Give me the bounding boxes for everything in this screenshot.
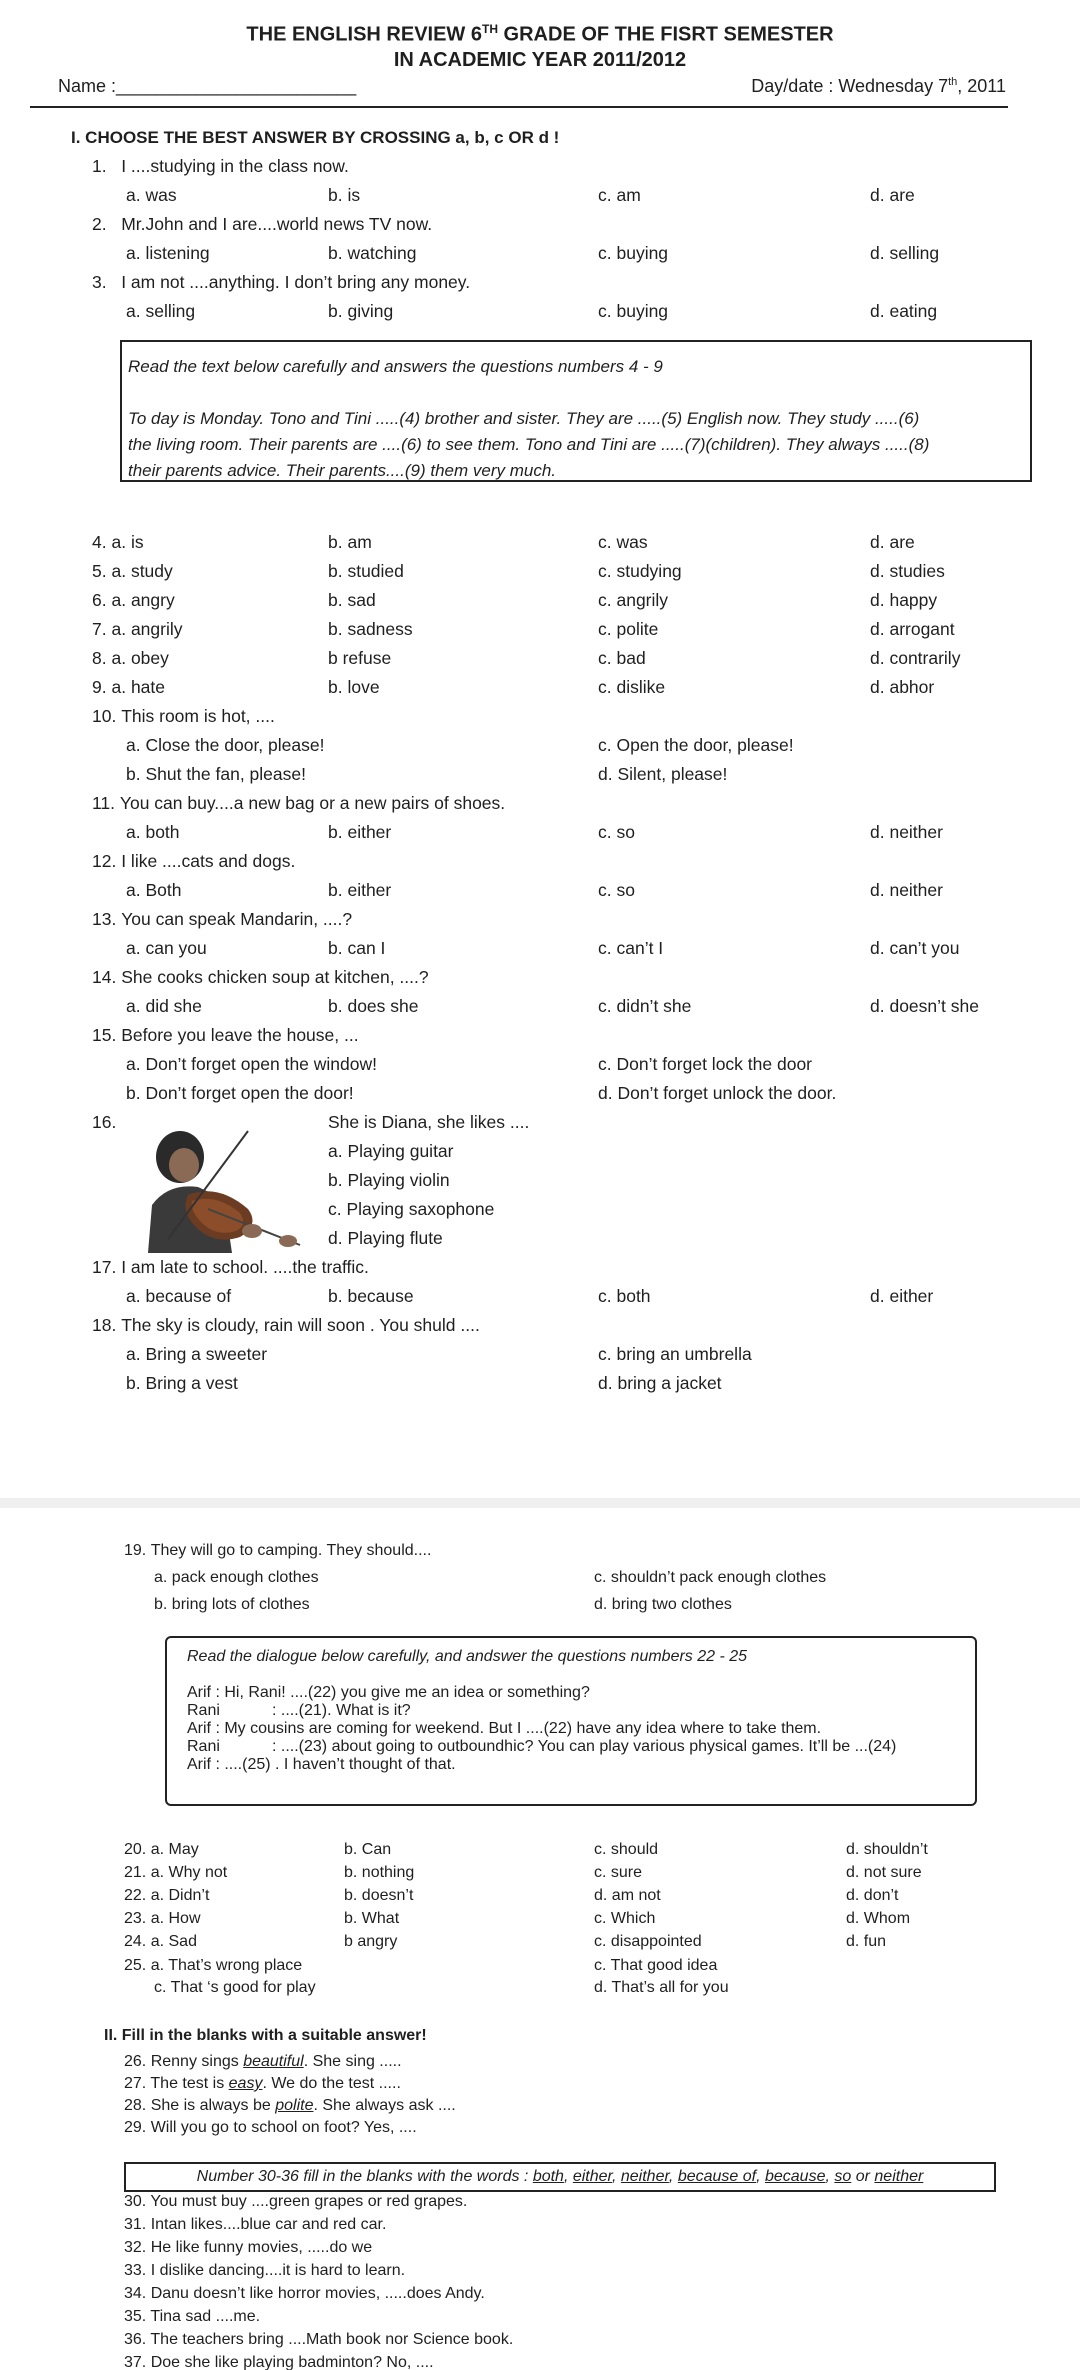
short-q7-option: d. arrogant	[870, 619, 955, 639]
question-12: 12. I like ....cats and dogs.	[92, 851, 296, 871]
question-11: 11. You can buy....a new bag or a new pairs of shoes.	[92, 793, 506, 813]
q2-option-b: b. watching	[328, 243, 417, 263]
page-two	[0, 1508, 1080, 2370]
q14-option-d: d. doesn’t she	[870, 996, 979, 1016]
q25-option-d: d. That’s all for you	[594, 1979, 729, 1996]
short-q8-option: d. contrarily	[870, 648, 961, 668]
fill-question-33: 33. I dislike dancing....it is hard to learn.	[124, 2262, 406, 2279]
short-question-4: 4. a. is	[92, 532, 144, 552]
short-question-5: 5. a. study	[92, 561, 173, 581]
name-field: Name :________________________	[58, 76, 357, 96]
question-16: She is Diana, she likes ....	[328, 1112, 530, 1132]
question-18: 18. The sky is cloudy, rain will soon . You shuld ....	[92, 1315, 480, 1335]
fill-question-36: 36. The teachers bring ....Math book nor Science book.	[124, 2331, 514, 2348]
reading-line: the living room. Their parents are ....(6) to see them. Tono and Tini are .....(7)(children). They always .....(8)	[128, 435, 930, 454]
question-3: 3. I am not ....anything. I don’t bring any money.	[92, 272, 471, 292]
q2-option-c: c. buying	[598, 243, 669, 263]
dialogue-question-22: 22. a. Didn’t	[124, 1887, 210, 1904]
q16-option-a: a. Playing guitar	[328, 1141, 454, 1161]
q13-option-d: d. can’t you	[870, 938, 960, 958]
fill-question-28: 28. She is always be polite. She always ask ....	[124, 2097, 456, 2114]
q16-option-c: c. Playing saxophone	[328, 1199, 495, 1219]
short-q6-option: c. angrily	[598, 590, 669, 610]
dialogue-line: Arif : My cousins are coming for weekend. But I ....(22) have any idea where to take them.	[187, 1720, 822, 1737]
q10-option-c: c. Open the door, please!	[598, 735, 794, 755]
fill-question-29: 29. Will you go to school on foot? Yes, ....	[124, 2119, 417, 2136]
fill-question-30: 30. You must buy ....green grapes or red grapes.	[124, 2193, 468, 2210]
q17-option-a: a. because of	[126, 1286, 232, 1306]
dialogue-q22-option: d. am not	[594, 1887, 661, 1904]
q1-option-a: a. was	[126, 185, 177, 205]
q12-option-c: c. so	[598, 880, 635, 900]
q15-option-c: c. Don’t forget lock the door	[598, 1054, 812, 1074]
dialogue-q21-option: c. sure	[594, 1864, 643, 1881]
fill-question-26: 26. Renny sings beautiful. She sing .....	[124, 2053, 402, 2070]
reading-line: To day is Monday. Tono and Tini .....(4) brother and sister. They are .....(5) English now. They study .....(6)	[128, 409, 920, 428]
q3-option-c: c. buying	[598, 301, 669, 321]
q10-option-d: d. Silent, please!	[598, 764, 728, 784]
q18-option-b: b. Bring a vest	[126, 1373, 238, 1393]
q16-option-b: b. Playing violin	[328, 1170, 450, 1190]
document-subtitle: IN ACADEMIC YEAR 2011/2012	[393, 49, 687, 71]
q11-option-b: b. either	[328, 822, 392, 842]
q2-option-d: d. selling	[870, 243, 940, 263]
q17-option-b: b. because	[328, 1286, 414, 1306]
q17-option-c: c. both	[598, 1286, 651, 1306]
q13-option-a: a. can you	[126, 938, 207, 958]
dialogue-instruction: Read the dialogue below carefully, and andswer the questions numbers 22 - 25	[187, 1648, 748, 1665]
q11-option-d: d. neither	[870, 822, 943, 842]
q1-option-b: b. is	[328, 185, 361, 205]
dialogue-line: Rani : ....(21). What is it?	[187, 1702, 411, 1719]
q3-option-b: b. giving	[328, 301, 394, 321]
q12-option-a: a. Both	[126, 880, 182, 900]
q19-option-c: c. shouldn’t pack enough clothes	[594, 1569, 827, 1586]
dialogue-question-21: 21. a. Why not	[124, 1864, 228, 1881]
q19-option-b: b. bring lots of clothes	[154, 1596, 310, 1613]
date-field: Day/date : Wednesday 7th, 2011	[751, 76, 1006, 96]
short-q4-option: c. was	[598, 532, 648, 552]
q18-option-a: a. Bring a sweeter	[126, 1344, 268, 1364]
violinist-photo	[128, 1113, 304, 1253]
question-1: 1. I ....studying in the class now.	[92, 156, 349, 176]
q12-option-d: d. neither	[870, 880, 943, 900]
q18-option-c: c. bring an umbrella	[598, 1344, 752, 1364]
short-question-7: 7. a. angrily	[92, 619, 183, 639]
short-q5-option: c. studying	[598, 561, 682, 581]
word-bank-box: Number 30-36 fill in the blanks with the words : both, either, neither, because of, because, so or neither	[124, 2162, 996, 2192]
reading-line: their parents advice. Their parents....(9) them very much.	[128, 461, 557, 480]
question-19: 19. They will go to camping. They should....	[124, 1542, 432, 1559]
short-q9-option: b. love	[328, 677, 380, 697]
short-question-9: 9. a. hate	[92, 677, 166, 697]
q19-option-a: a. pack enough clothes	[154, 1569, 319, 1586]
q15-option-b: b. Don’t forget open the door!	[126, 1083, 354, 1103]
short-q4-option: d. are	[870, 532, 915, 552]
short-q5-option: b. studied	[328, 561, 404, 581]
q11-option-a: a. both	[126, 822, 180, 842]
dialogue-q22-option: d. don’t	[846, 1887, 899, 1904]
short-q4-option: b. am	[328, 532, 372, 552]
dialogue-q23-option: d. Whom	[846, 1910, 911, 1927]
dialogue-q24-option: b angry	[344, 1933, 398, 1950]
q14-option-b: b. does she	[328, 996, 419, 1016]
q15-option-d: d. Don’t forget unlock the door.	[598, 1083, 837, 1103]
document-title: THE ENGLISH REVIEW 6TH GRADE OF THE FISRT SEMESTER	[246, 22, 834, 46]
dialogue-q23-option: b. What	[344, 1910, 400, 1927]
question-15: 15. Before you leave the house, ...	[92, 1025, 359, 1045]
dialogue-q21-option: b. nothing	[344, 1864, 415, 1881]
dialogue-q21-option: d. not sure	[846, 1864, 922, 1881]
section-two-title: II. Fill in the blanks with a suitable answer!	[104, 2027, 427, 2044]
q11-option-c: c. so	[598, 822, 635, 842]
section-one-title: I. CHOOSE THE BEST ANSWER BY CROSSING a, b, c OR d !	[71, 128, 560, 147]
fill-question-32: 32. He like funny movies, .....do we	[124, 2239, 373, 2256]
reading-instruction: Read the text below carefully and answers the questions numbers 4 - 9	[128, 357, 663, 376]
q13-option-c: c. can’t I	[598, 938, 664, 958]
dialogue-q20-option: c. should	[594, 1841, 659, 1858]
dialogue-line: Rani : ....(23) about going to outboundhic? You can play various physical games. It’ll be ...(24)	[187, 1738, 897, 1755]
question-2: 2. Mr.John and I are....world news TV now.	[92, 214, 433, 234]
dialogue-line: Arif : Hi, Rani! ....(22) you give me an idea or something?	[187, 1684, 590, 1701]
q13-option-b: b. can I	[328, 938, 386, 958]
short-q9-option: c. dislike	[598, 677, 666, 697]
short-q5-option: d. studies	[870, 561, 945, 581]
q12-option-b: b. either	[328, 880, 392, 900]
dialogue-box	[165, 1636, 977, 1806]
short-q6-option: b. sad	[328, 590, 376, 610]
q3-option-a: a. selling	[126, 301, 196, 321]
question-25: 25. a. That’s wrong place	[124, 1957, 303, 1974]
question-16-number: 16.	[92, 1112, 117, 1132]
q14-option-c: c. didn’t she	[598, 996, 692, 1016]
q15-option-a: a. Don’t forget open the window!	[126, 1054, 377, 1074]
short-q6-option: d. happy	[870, 590, 938, 610]
fill-question-31: 31. Intan likes....blue car and red car.	[124, 2216, 387, 2233]
fill-question-35: 35. Tina sad ....me.	[124, 2308, 261, 2325]
short-q8-option: b refuse	[328, 648, 392, 668]
dialogue-q22-option: b. doesn’t	[344, 1887, 414, 1904]
q18-option-d: d. bring a jacket	[598, 1373, 722, 1393]
q10-option-a: a. Close the door, please!	[126, 735, 325, 755]
q10-option-b: b. Shut the fan, please!	[126, 764, 306, 784]
header-divider	[30, 106, 1008, 108]
fill-question-37: 37. Doe she like playing badminton? No, ....	[124, 2354, 434, 2370]
dialogue-q23-option: c. Which	[594, 1910, 656, 1927]
question-14: 14. She cooks chicken soup at kitchen, ....?	[92, 967, 429, 987]
fill-question-27: 27. The test is easy. We do the test .....	[124, 2075, 401, 2092]
short-q9-option: d. abhor	[870, 677, 935, 697]
dialogue-question-23: 23. a. How	[124, 1910, 201, 1927]
reading-passage-box	[120, 340, 1032, 482]
q1-option-c: c. am	[598, 185, 641, 205]
q25-option-c: c. That good idea	[594, 1957, 718, 1974]
q25-option-c2: c. That ‘s good for play	[154, 1979, 316, 1996]
q3-option-d: d. eating	[870, 301, 938, 321]
short-question-6: 6. a. angry	[92, 590, 175, 610]
question-17: 17. I am late to school. ....the traffic.	[92, 1257, 369, 1277]
dialogue-q24-option: d. fun	[846, 1933, 887, 1950]
dialogue-question-24: 24. a. Sad	[124, 1933, 197, 1950]
q1-option-d: d. are	[870, 185, 915, 205]
short-q8-option: c. bad	[598, 648, 646, 668]
short-question-8: 8. a. obey	[92, 648, 169, 668]
q19-option-d: d. bring two clothes	[594, 1596, 732, 1613]
q16-option-d: d. Playing flute	[328, 1228, 443, 1248]
dialogue-line: Arif : ....(25) . I haven’t thought of that.	[187, 1756, 456, 1773]
dialogue-q20-option: d. shouldn’t	[846, 1841, 928, 1858]
short-q7-option: c. polite	[598, 619, 659, 639]
dialogue-q24-option: c. disappointed	[594, 1933, 702, 1950]
short-q7-option: b. sadness	[328, 619, 413, 639]
q17-option-d: d. either	[870, 1286, 934, 1306]
fill-question-34: 34. Danu doesn’t like horror movies, .....does Andy.	[124, 2285, 485, 2302]
dialogue-q20-option: b. Can	[344, 1841, 392, 1858]
question-13: 13. You can speak Mandarin, ....?	[92, 909, 353, 929]
q2-option-a: a. listening	[126, 243, 210, 263]
q14-option-a: a. did she	[126, 996, 202, 1016]
question-10: 10. This room is hot, ....	[92, 706, 275, 726]
dialogue-question-20: 20. a. May	[124, 1841, 199, 1858]
